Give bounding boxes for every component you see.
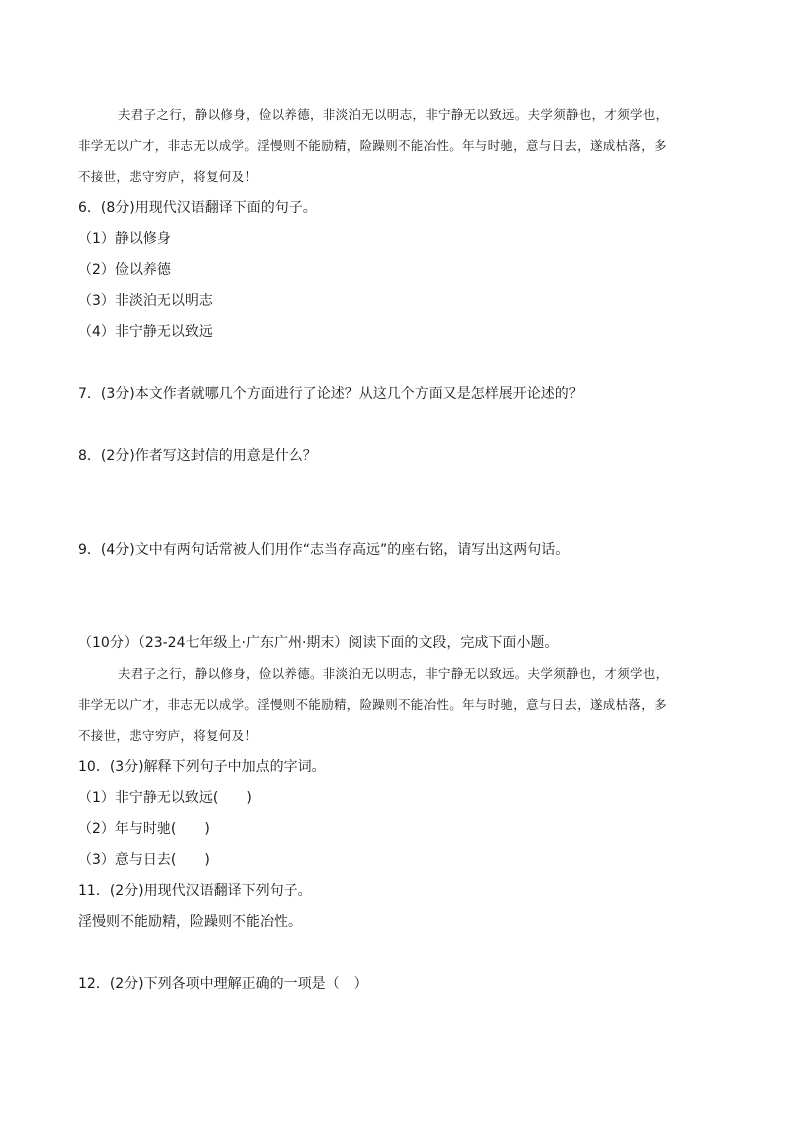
question-6-item-1: （1）静以修身 [78, 231, 171, 247]
passage2-line-3: 不接世，悲守穷庐，将复何及！ [78, 728, 258, 743]
question-10-stem: 10．(3分)解释下列句子中加点的字词。 [78, 759, 326, 775]
question-10-item-3: （3）意与日去( ) [78, 852, 210, 868]
question-6-item-2: （2）俭以养德 [78, 262, 171, 278]
question-6-item-4: （4）非宁静无以致远 [78, 324, 213, 340]
passage1-line-2: 非学无以广才，非志无以成学。淫慢则不能励精，险躁则不能冶性。年与时驰，意与日去，遂成枯落，多 [78, 138, 667, 153]
section-2-header: （10分）（23-24七年级上·广东广州·期末）阅读下面的文段，完成下面小题。 [78, 635, 559, 651]
question-10-item-2: （2）年与时驰( ) [78, 821, 210, 837]
question-6-item-3: （3）非淡泊无以明志 [78, 293, 213, 309]
question-12-stem: 12．(2分)下列各项中理解正确的一项是（ ） [78, 976, 368, 992]
question-11-sentence: 淫慢则不能励精，险躁则不能冶性。 [78, 914, 302, 930]
question-8-stem: 8．(2分)作者写这封信的用意是什么？ [78, 448, 317, 464]
question-11-stem: 11．(2分)用现代汉语翻译下列句子。 [78, 883, 312, 899]
passage2-line-2: 非学无以广才，非志无以成学。淫慢则不能励精，险躁则不能冶性。年与时驰，意与日去，遂成枯落，多 [78, 697, 667, 712]
passage1-line-1: 夫君子之行，静以修身，俭以养德，非淡泊无以明志，非宁静无以致远。夫学须静也，才须学也， [118, 107, 669, 122]
question-10-item-1: （1）非宁静无以致远( ) [78, 790, 252, 806]
question-6-stem: 6．(8分)用现代汉语翻译下面的句子。 [78, 200, 317, 216]
question-7-stem: 7．(3分)本文作者就哪几个方面进行了论述？从这几个方面又是怎样展开论述的？ [78, 386, 583, 402]
passage1-line-3: 不接世，悲守穷庐，将复何及！ [78, 169, 258, 184]
question-9-stem: 9．(4分)文中有两句话常被人们用作“志当存高远”的座右铭，请写出这两句话。 [78, 542, 570, 558]
passage2-line-1: 夫君子之行，静以修身，俭以养德。非淡泊无以明志，非宁静无以致远。夫学须静也，才须学也， [118, 666, 669, 681]
